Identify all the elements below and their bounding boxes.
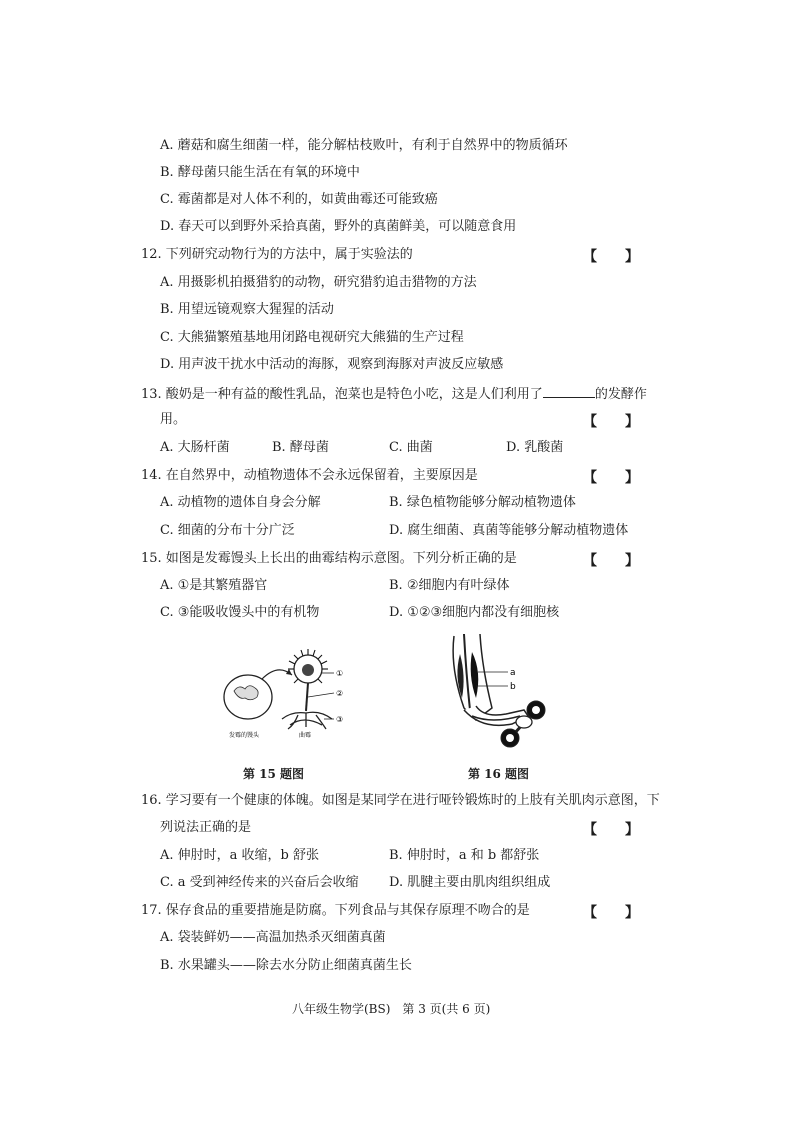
q14-stem: 14. 在自然界中，动植物遗体不会永远保留着，主要原因是 [141, 468, 478, 483]
vesicle [302, 664, 314, 676]
q13-answer-blank [543, 385, 595, 398]
q15-option-a: A. ①是其繁殖器官 [160, 578, 268, 593]
q14-option-b: B. 绿色植物能够分解动植物遗体 [389, 495, 576, 510]
hand [516, 716, 532, 728]
conidiophore-stalk [306, 683, 308, 711]
q15-option-d: D. ①②③细胞内都没有细胞核 [389, 605, 560, 620]
arrow-line [262, 670, 292, 679]
q14-answer-bracket: 【 】 [583, 470, 639, 486]
q17-stem: 17. 保存食品的重要措施是防腐。下列食品与其保存原理不吻合的是 [141, 903, 530, 918]
q11-option-d: D. 春天可以到野外采拾真菌，野外的真菌鲜美，可以随意食用 [160, 219, 517, 234]
q12-answer-bracket: 【 】 [583, 249, 639, 265]
q13-stem-part2: 的发酵作 [594, 387, 647, 402]
figure-16-arm-muscle-diagram [442, 628, 562, 750]
q16-stem-line2: 列说法正确的是 [160, 820, 252, 835]
q16-option-c: C. a 受到神经传来的兴奋后会收缩 [160, 875, 359, 890]
q12-option-d: D. 用声波干扰水中活动的海豚，观察到海豚对声波反应敏感 [160, 357, 504, 372]
q11-option-c: C. 霉菌都是对人体不利的，如黄曲霉还可能致癌 [160, 192, 438, 207]
page-footer: 八年级生物学(BS) 第 3 页(共 6 页) [292, 1002, 491, 1016]
q12-stem: 12. 下列研究动物行为的方法中，属于实验法的 [141, 247, 413, 262]
q13-stem [141, 385, 647, 403]
q12-option-a: A. 用摄影机拍摄猎豹的动物，研究猎豹追击猎物的方法 [160, 275, 477, 290]
q13-stem-part1: 13. 酸奶是一种有益的酸性乳品，泡菜也是特色小吃，这是人们利用了 [141, 387, 543, 402]
hyphae [282, 712, 332, 729]
q12-option-b: B. 用望远镜观察大猩猩的活动 [160, 302, 334, 317]
q16-answer-bracket: 【 】 [583, 822, 639, 838]
figure-15-caption: 第 15 题图 [243, 767, 305, 781]
q12-option-c: C. 大熊猫繁殖基地用闭路电视研究大熊猫的生产过程 [160, 330, 464, 345]
q17-option-a: A. 袋装鲜奶——高温加热杀灭细菌真菌 [160, 930, 386, 945]
q15-answer-bracket: 【 】 [583, 553, 639, 569]
dumbbell-weight-bottom-center [506, 734, 514, 742]
q16-option-d: D. 肌腱主要由肌肉组织组成 [389, 875, 551, 890]
q16-option-a: A. 伸肘时，a 收缩，b 舒张 [160, 848, 319, 863]
q13-answer-bracket: 【 】 [583, 414, 639, 430]
q15-stem: 15. 如图是发霉馒头上长出的曲霉结构示意图。下列分析正确的是 [141, 551, 517, 566]
q17-answer-bracket: 【 】 [583, 905, 639, 921]
q16-stem-line1: 16. 学习要有一个健康的体魄。如图是某同学在进行哑铃锻炼时的上肢有关肌肉示意图，下 [141, 793, 660, 808]
callout-2 [308, 693, 334, 697]
q16-option-b: B. 伸肘时，a 和 b 都舒张 [389, 848, 540, 863]
q11-option-a: A. 蘑菇和腐生细菌一样，能分解枯枝败叶，有利于自然界中的物质循环 [160, 138, 568, 153]
fig16-mark-b: b [510, 682, 516, 692]
q14-option-c: C. 细菌的分布十分广泛 [160, 523, 295, 538]
q15-option-b: B. ②细胞内有叶绿体 [389, 578, 510, 593]
q14-option-a: A. 动植物的遗体自身会分解 [160, 495, 321, 510]
q13-stem-line2: 用。 [160, 412, 187, 427]
figure-15-aspergillus-diagram [220, 645, 355, 740]
fig15-label-hypha: 曲霉 [299, 732, 312, 739]
q13-option-b: B. 酵母菌 [272, 440, 329, 455]
fig16-mark-a: a [510, 668, 516, 678]
q13-option-d: D. 乳酸菌 [506, 440, 564, 455]
q17-option-b: B. 水果罐头——除去水分防止细菌真菌生长 [160, 958, 412, 973]
fig15-mark-3: ③ [336, 715, 344, 724]
q13-option-c: C. 曲菌 [389, 440, 433, 455]
q13-option-a: A. 大肠杆菌 [160, 440, 230, 455]
dumbbell-weight-top-center [532, 706, 540, 714]
fig15-mark-1: ① [336, 669, 344, 678]
q11-option-b: B. 酵母菌只能生活在有氧的环境中 [160, 165, 360, 180]
q14-option-d: D. 腐生细菌、真菌等能够分解动植物遗体 [389, 523, 629, 538]
figure-16-caption: 第 16 题图 [468, 767, 530, 781]
fig15-mark-2: ② [336, 689, 344, 698]
q15-option-c: C. ③能吸收馒头中的有机物 [160, 605, 320, 620]
fig15-label-bread: 发霉的馒头 [229, 732, 260, 739]
